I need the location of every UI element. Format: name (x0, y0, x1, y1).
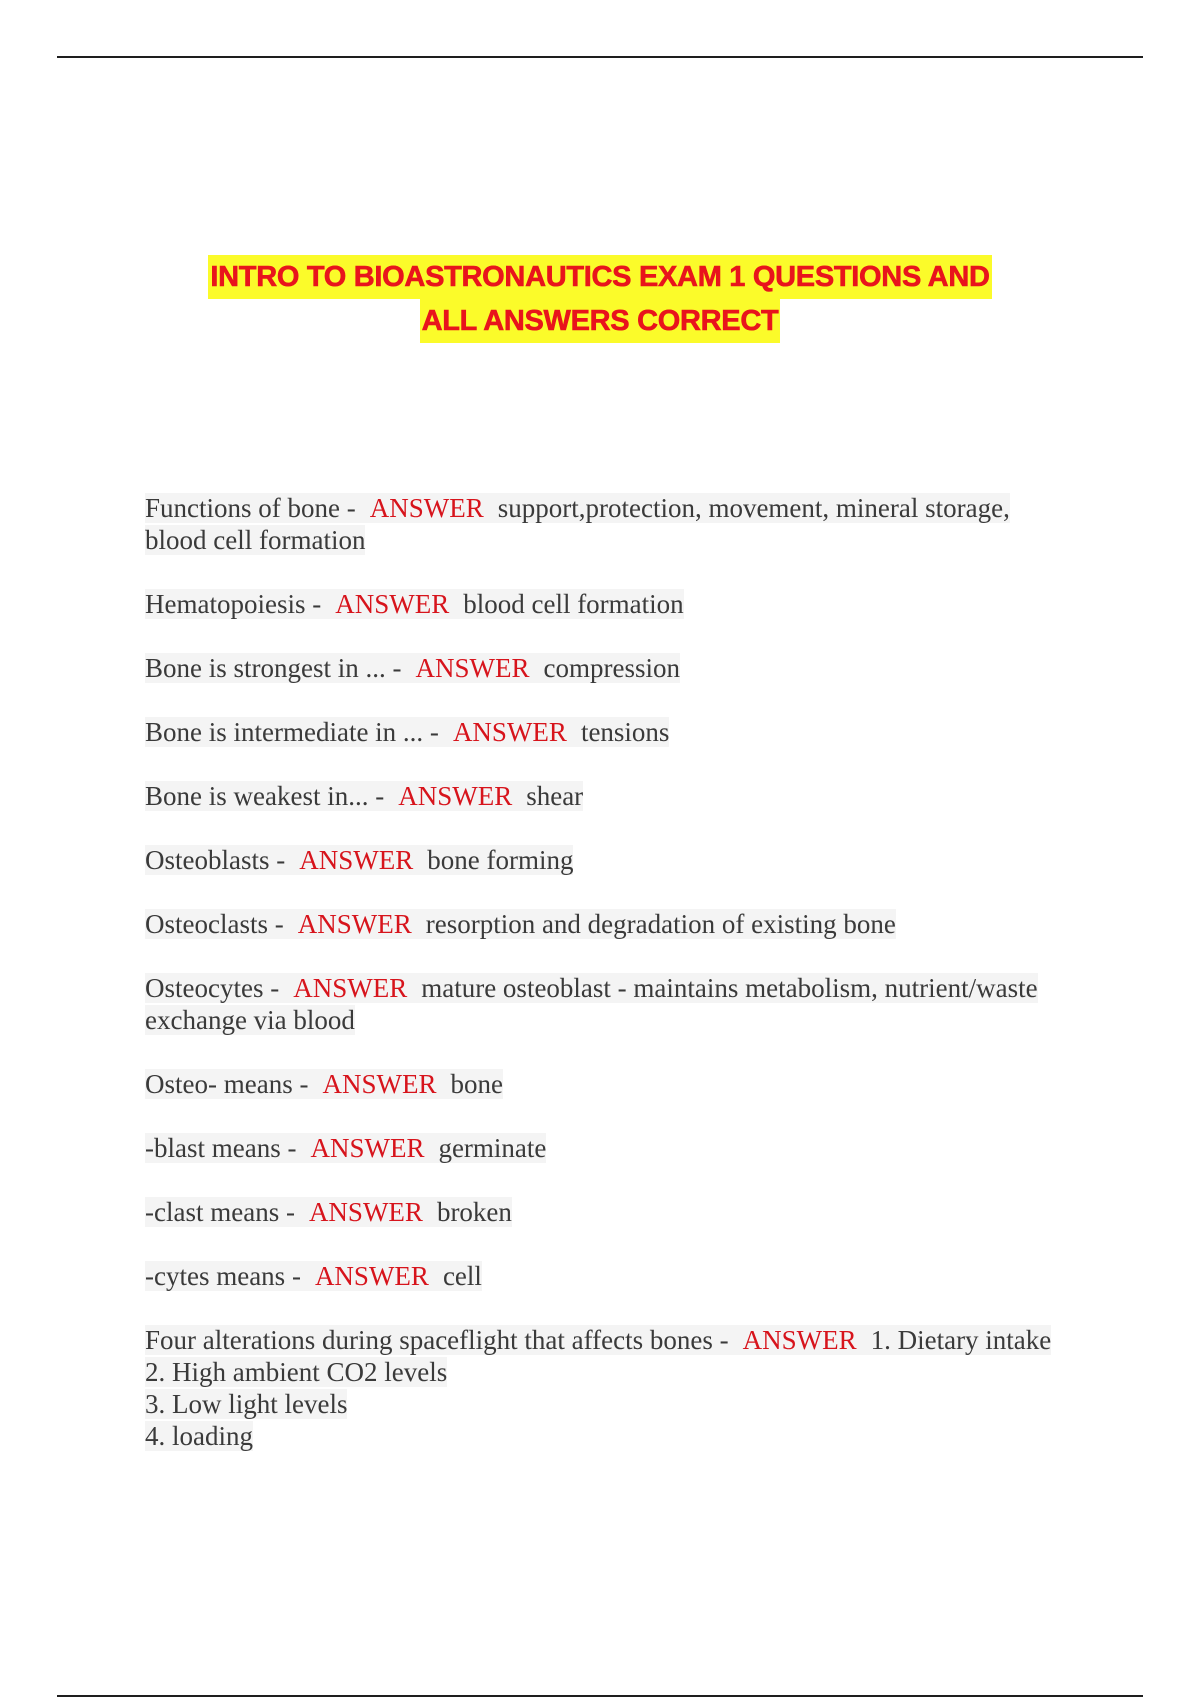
answer-label: ANSWER (297, 909, 412, 939)
answer-text: support,protection, movement, mineral storage, blood cell formation (145, 493, 1010, 555)
question-text: Functions of bone - (145, 493, 356, 523)
question-text: Bone is strongest in ... - (145, 653, 402, 683)
answer-label: ANSWER (308, 1197, 423, 1227)
question-text: -cytes means - (145, 1261, 301, 1291)
answer-text: resorption and degradation of existing bone (425, 909, 896, 939)
list-line: 3. Low light levels (145, 1389, 348, 1419)
qa-item (145, 1260, 1065, 1292)
answer-text: compression (543, 653, 680, 683)
answer-text: cell (442, 1261, 482, 1291)
answer-text: bone (450, 1069, 503, 1099)
answer-label: ANSWER (335, 589, 450, 619)
question-text: Osteoclasts - (145, 909, 284, 939)
question-text: Hematopoiesis - (145, 589, 322, 619)
bottom-rule (57, 1695, 1143, 1697)
answer-label: ANSWER (322, 1069, 437, 1099)
qa-list (145, 492, 1065, 1484)
qa-item (145, 1324, 1065, 1452)
question-text: Osteoblasts - (145, 845, 286, 875)
title-line-2: ALL ANSWERS CORRECT (420, 299, 781, 343)
answer-label: ANSWER (310, 1133, 425, 1163)
answer-label: ANSWER (369, 493, 484, 523)
list-line: 4. loading (145, 1421, 253, 1451)
answer-text: mature osteoblast - maintains metabolism, nutrient/waste exchange via blood (145, 973, 1038, 1035)
question-text: Four alterations during spaceflight that affects bones - (145, 1325, 729, 1355)
qa-item (145, 652, 1065, 684)
question-text: Osteocytes - (145, 973, 280, 1003)
list-line: 2. High ambient CO2 levels (145, 1357, 448, 1387)
qa-item (145, 780, 1065, 812)
qa-item (145, 588, 1065, 620)
qa-item (145, 716, 1065, 748)
answer-text: germinate (438, 1133, 547, 1163)
answer-text: shear (526, 781, 584, 811)
qa-item (145, 972, 1065, 1036)
question-text: Bone is weakest in... - (145, 781, 385, 811)
answer-text: bone forming (427, 845, 574, 875)
answer-text: blood cell formation (463, 589, 684, 619)
answer-label: ANSWER (299, 845, 414, 875)
question-text: -blast means - (145, 1133, 297, 1163)
answer-label: ANSWER (314, 1261, 429, 1291)
qa-item (145, 492, 1065, 556)
answer-text: broken (436, 1197, 512, 1227)
qa-item (145, 1196, 1065, 1228)
qa-item (145, 1068, 1065, 1100)
question-text: -clast means - (145, 1197, 295, 1227)
qa-item (145, 908, 1065, 940)
answer-label: ANSWER (452, 717, 567, 747)
qa-item (145, 1132, 1065, 1164)
answer-label: ANSWER (398, 781, 513, 811)
answer-label: ANSWER (415, 653, 530, 683)
qa-item (145, 844, 1065, 876)
title-line-1: INTRO TO BIOASTRONAUTICS EXAM 1 QUESTIONS AND (208, 255, 991, 299)
question-text: Osteo- means - (145, 1069, 309, 1099)
answer-label: ANSWER (742, 1325, 857, 1355)
top-rule (57, 56, 1143, 58)
answer-label: ANSWER (293, 973, 408, 1003)
document-title (0, 255, 1200, 343)
question-text: Bone is intermediate in ... - (145, 717, 439, 747)
answer-text: tensions (580, 717, 670, 747)
answer-text: 1. Dietary intake (870, 1325, 1052, 1355)
